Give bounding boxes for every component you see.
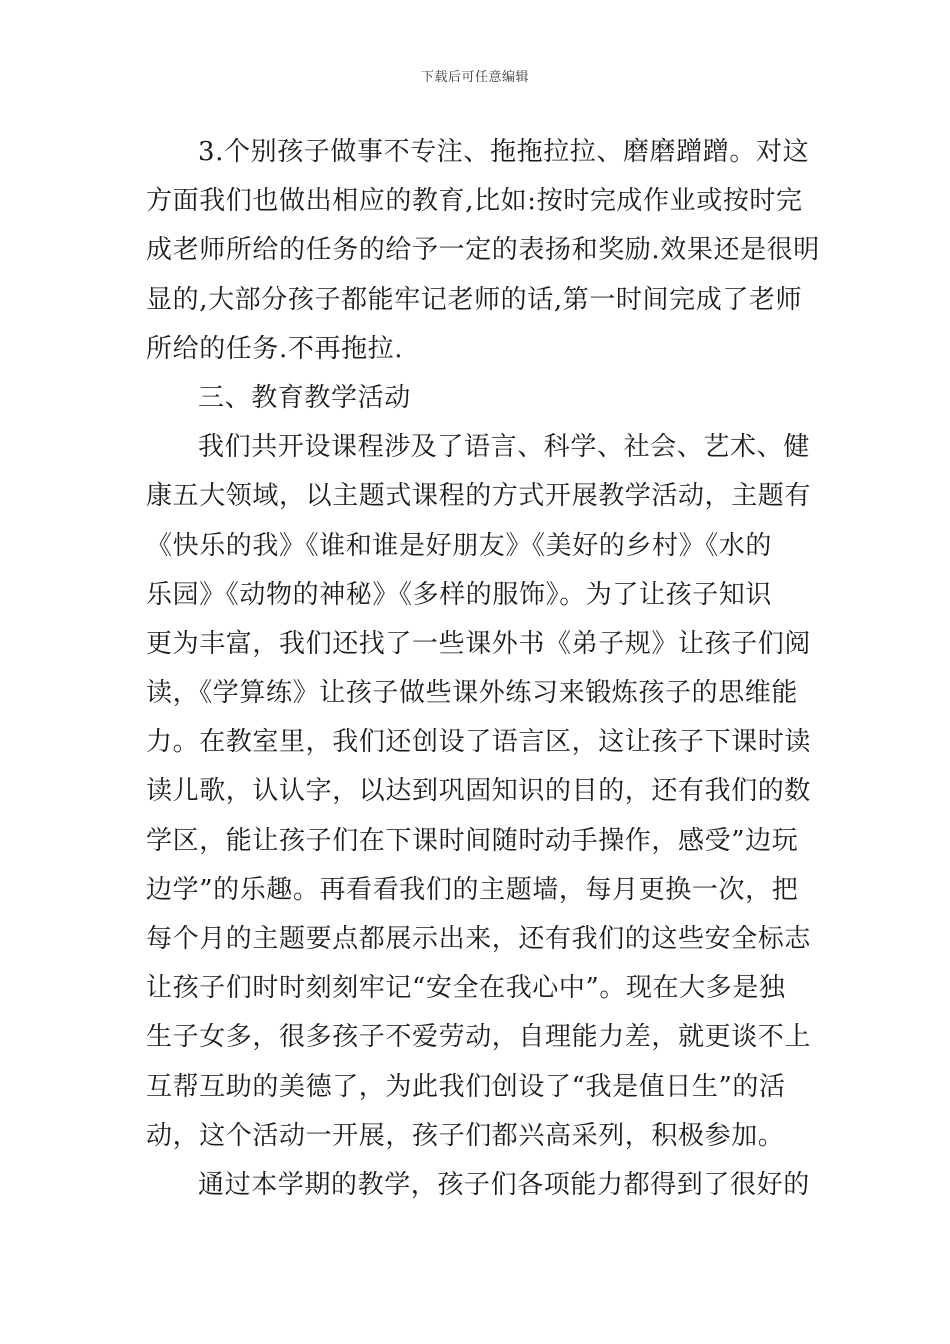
text-line: 互帮互助的美德了，为此我们创设了“我是值日生”的活 [146, 1071, 786, 1102]
text-line: 显的,大部分孩子都能牢记老师的话,第一时间完成了老师 [146, 284, 803, 315]
text-line: 康五大领域，以主题式课程的方式开展教学活动，主题有 [146, 481, 812, 512]
text-line: 每个月的主题要点都展示出来，还有我们的这些安全标志 [146, 924, 812, 954]
section-heading: 三、教育教学活动 [198, 382, 411, 413]
text-line: 通过本学期的教学，孩子们各项能力都得到了很好的 [198, 1169, 810, 1200]
text-line: 动，这个活动一开展，孩子们都兴高采列，积极参加。 [146, 1120, 785, 1151]
text-line: 读儿歌，认认字，以达到巩固知识的目的，还有我们的数 [146, 776, 812, 807]
text-line: 边学”的乐趣。再看看我们的主题墙，每月更换一次，把 [146, 874, 799, 905]
header-note: 下载后可任意编辑 [420, 70, 529, 85]
text-line: 成老师所给的任务的给予一定的表扬和奖励.效果还是很明 [146, 235, 820, 266]
body-text [146, 128, 820, 1210]
text-line: 乐园》《动物的神秘》《多样的服饰》。为了让孩子知识 [146, 579, 773, 610]
text-line: 所给的任务.不再拖拉. [146, 333, 404, 364]
text-line: 读，《学算练》让孩子做些课外练习来锻炼孩子的思维能 [146, 678, 799, 709]
text-line: 方面我们也做出相应的教育,比如:按时完成作业或按时完 [146, 186, 803, 217]
text-line: 学区，能让孩子们在下课时间随时动手操作，感受”边玩 [146, 825, 799, 856]
text-line: 更为丰富，我们还找了一些课外书《弟子规》让孩子们阅 [146, 628, 812, 659]
text-line: 力。在教室里，我们还创设了语言区，这让孩子下课时读 [146, 727, 812, 758]
text-line: 《快乐的我》《谁和谁是好朋友》《美好的乡村》《水的 [146, 530, 773, 561]
text-line: 让孩子们时时刻刻牢记“安全在我心中”。现在大多是独 [146, 973, 786, 1004]
text-line: 生子女多，很多孩子不爱劳动，自理能力差，就更谈不上 [146, 1022, 812, 1053]
text-line: 我们共开设课程涉及了语言、科学、社会、艺术、健 [198, 432, 810, 463]
text-line: 3.个别孩子做事不专注、拖拖拉拉、磨磨蹭蹭。对这 [198, 137, 810, 167]
